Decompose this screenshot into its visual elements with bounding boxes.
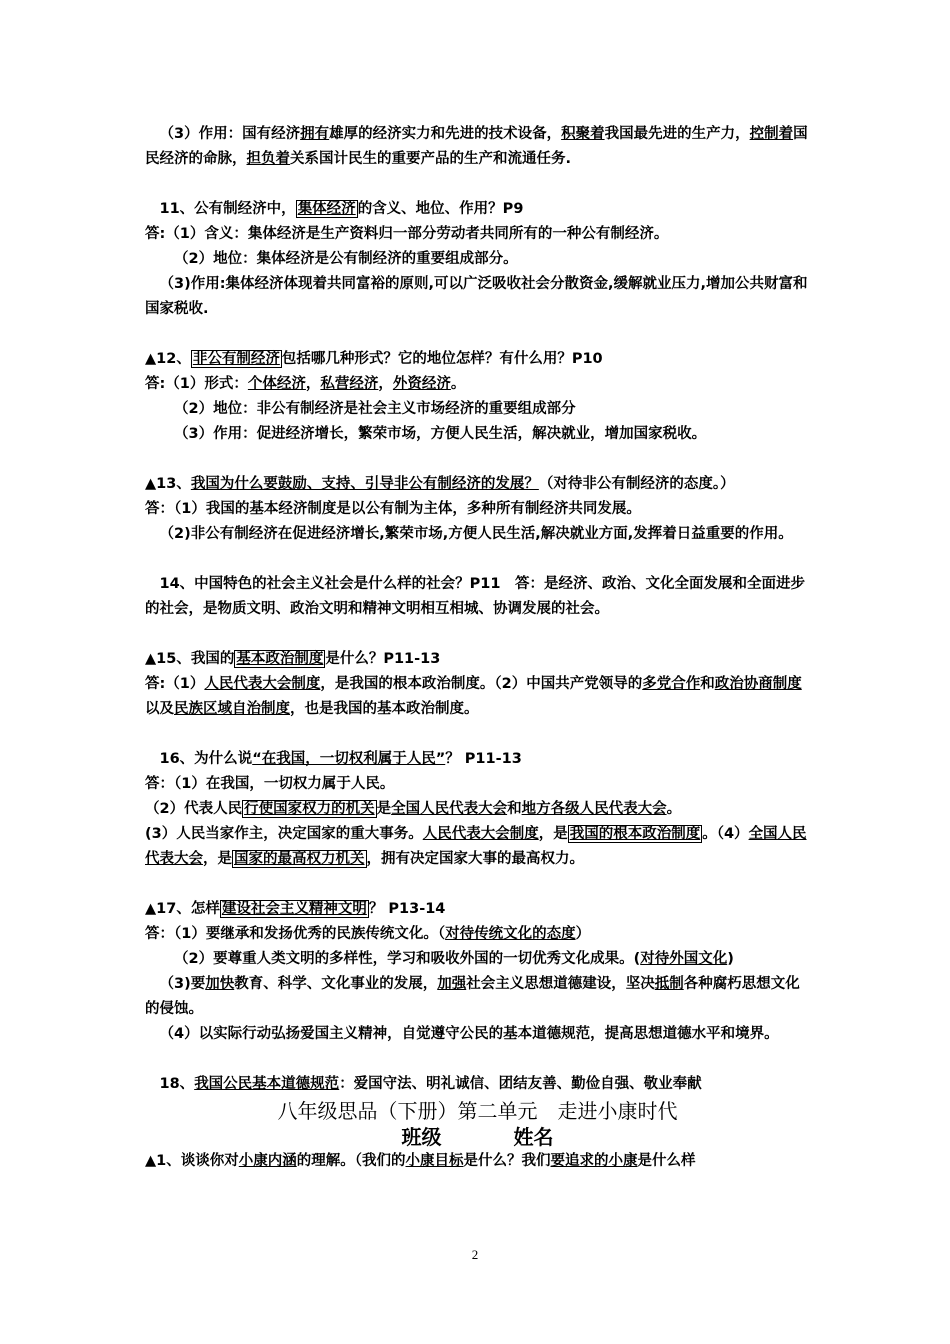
question-1: ▲1、谈谈你对小康内涵的理解。（我们的小康目标是什么？我们要追求的小康是什么样 xyxy=(145,1153,696,1169)
section-title: 八年级思品（下册）第二单元 走进小康时代 xyxy=(277,1099,678,1123)
answer-16-1: 答：（1）在我国，一切权力属于人民。 xyxy=(145,776,395,792)
answer-17-3: （3)要加快教育、科学、文化事业的发展，加强社会主义思想道德建设，坚决抵制各种腐朽思想文化的侵蚀。 xyxy=(145,976,800,1017)
question-15: ▲15、我国的 基本政治制度 是什么？P11-13 xyxy=(145,651,441,667)
answer-12-1: 答:（1）形式：个体经济，私营经济，外资经济。 xyxy=(145,376,466,392)
question-13: ▲13、我国为什么要鼓励、支持、引导非公有制经济的发展？（对待非公有制经济的态度。） xyxy=(145,476,735,492)
paragraph-state-economy-role: （3）作用：国有经济拥有雄厚的经济实力和先进的技术设备，积聚着我国最先进的生产力，控制着国民经济的命脉，担负着关系国计民生的重要产品的生产和流通任务. xyxy=(145,126,808,167)
page-number: 2 xyxy=(471,1247,479,1262)
answer-11-3: （3)作用:集体经济体现着共同富裕的原则,可以广泛吸收社会分散资金,缓解就业压力,增加公共财富和国家税收. xyxy=(145,276,808,317)
question-16: 16、为什么说“在我国，一切权利属于人民”？ P11-13 xyxy=(159,751,522,767)
question-11: 11、公有制经济中， 集体经济 的含义、地位、作用？P9 xyxy=(159,201,524,217)
name-label: 姓名 xyxy=(513,1125,554,1149)
answer-12-3: （3）作用：促进经济增长，繁荣市场，方便人民生活，解决就业，增加国家税收。 xyxy=(174,426,707,442)
answer-13-2: （2)非公有制经济在促进经济增长,繁荣市场,方便人民生活,解决就业方面,发挥着日益重要的作用。 xyxy=(159,526,793,542)
answer-17-2: （2）要尊重人类文明的多样性，学习和吸收外国的一切优秀文化成果。(对待外国文化) xyxy=(174,951,734,967)
answer-17-4: （4）以实际行动弘扬爱国主义精神，自觉遵守公民的基本道德规范，提高思想道德水平和境界。 xyxy=(159,1026,779,1042)
answer-17-1: 答：（1）要继承和发扬优秀的民族传统文化。（对待传统文化的态度） xyxy=(145,926,591,942)
document-body xyxy=(145,122,810,1174)
answer-13-1: 答：（1）我国的基本经济制度是以公有制为主体，多种所有制经济共同发展。 xyxy=(145,501,641,517)
answer-16-3: (3）人民当家作主，决定国家的重大事务。人民代表大会制度，是 我国的根本政治制度 。（4）全国人民代表大会，是 国家的最高权力机关 ，拥有决定国家大事的最高权力。 xyxy=(145,826,807,867)
answer-11-1: 答:（1）含义：集体经济是生产资料归一部分劳动者共同所有的一种公有制经济。 xyxy=(145,226,669,242)
question-14: 14、中国特色的社会主义社会是什么样的社会？P11 答：是经济、政治、文化全面发展和全面进步的社会，是物质文明、政治文明和精神文明相互相城、协调发展的社会。 xyxy=(145,576,805,617)
answer-12-2: （2）地位：非公有制经济是社会主义市场经济的重要组成部分 xyxy=(174,401,576,417)
class-label: 班级 xyxy=(401,1125,442,1149)
question-12: ▲12、 非公有制经济 包括哪几种形式？它的地位怎样？有什么用？P10 xyxy=(145,351,603,367)
question-17: ▲17、怎样 建设社会主义精神文明 ？ P13-14 xyxy=(145,901,446,917)
answer-16-2: （2）代表人民 行使国家权力的机关 是全国人民代表大会和地方各级人民代表大会。 xyxy=(145,801,682,817)
class-name-line xyxy=(145,1125,810,1149)
question-18: 18、我国公民基本道德规范：爱国守法、明礼诚信、团结友善、勤俭自强、敬业奉献 xyxy=(159,1076,702,1092)
answer-15: 答:（1）人民代表大会制度，是我国的根本政治制度。（2）中国共产党领导的多党合作和政治协商制度以及民族区域自治制度，也是我国的基本政治制度。 xyxy=(145,676,802,717)
answer-11-2: （2）地位：集体经济是公有制经济的重要组成部分。 xyxy=(174,251,518,267)
